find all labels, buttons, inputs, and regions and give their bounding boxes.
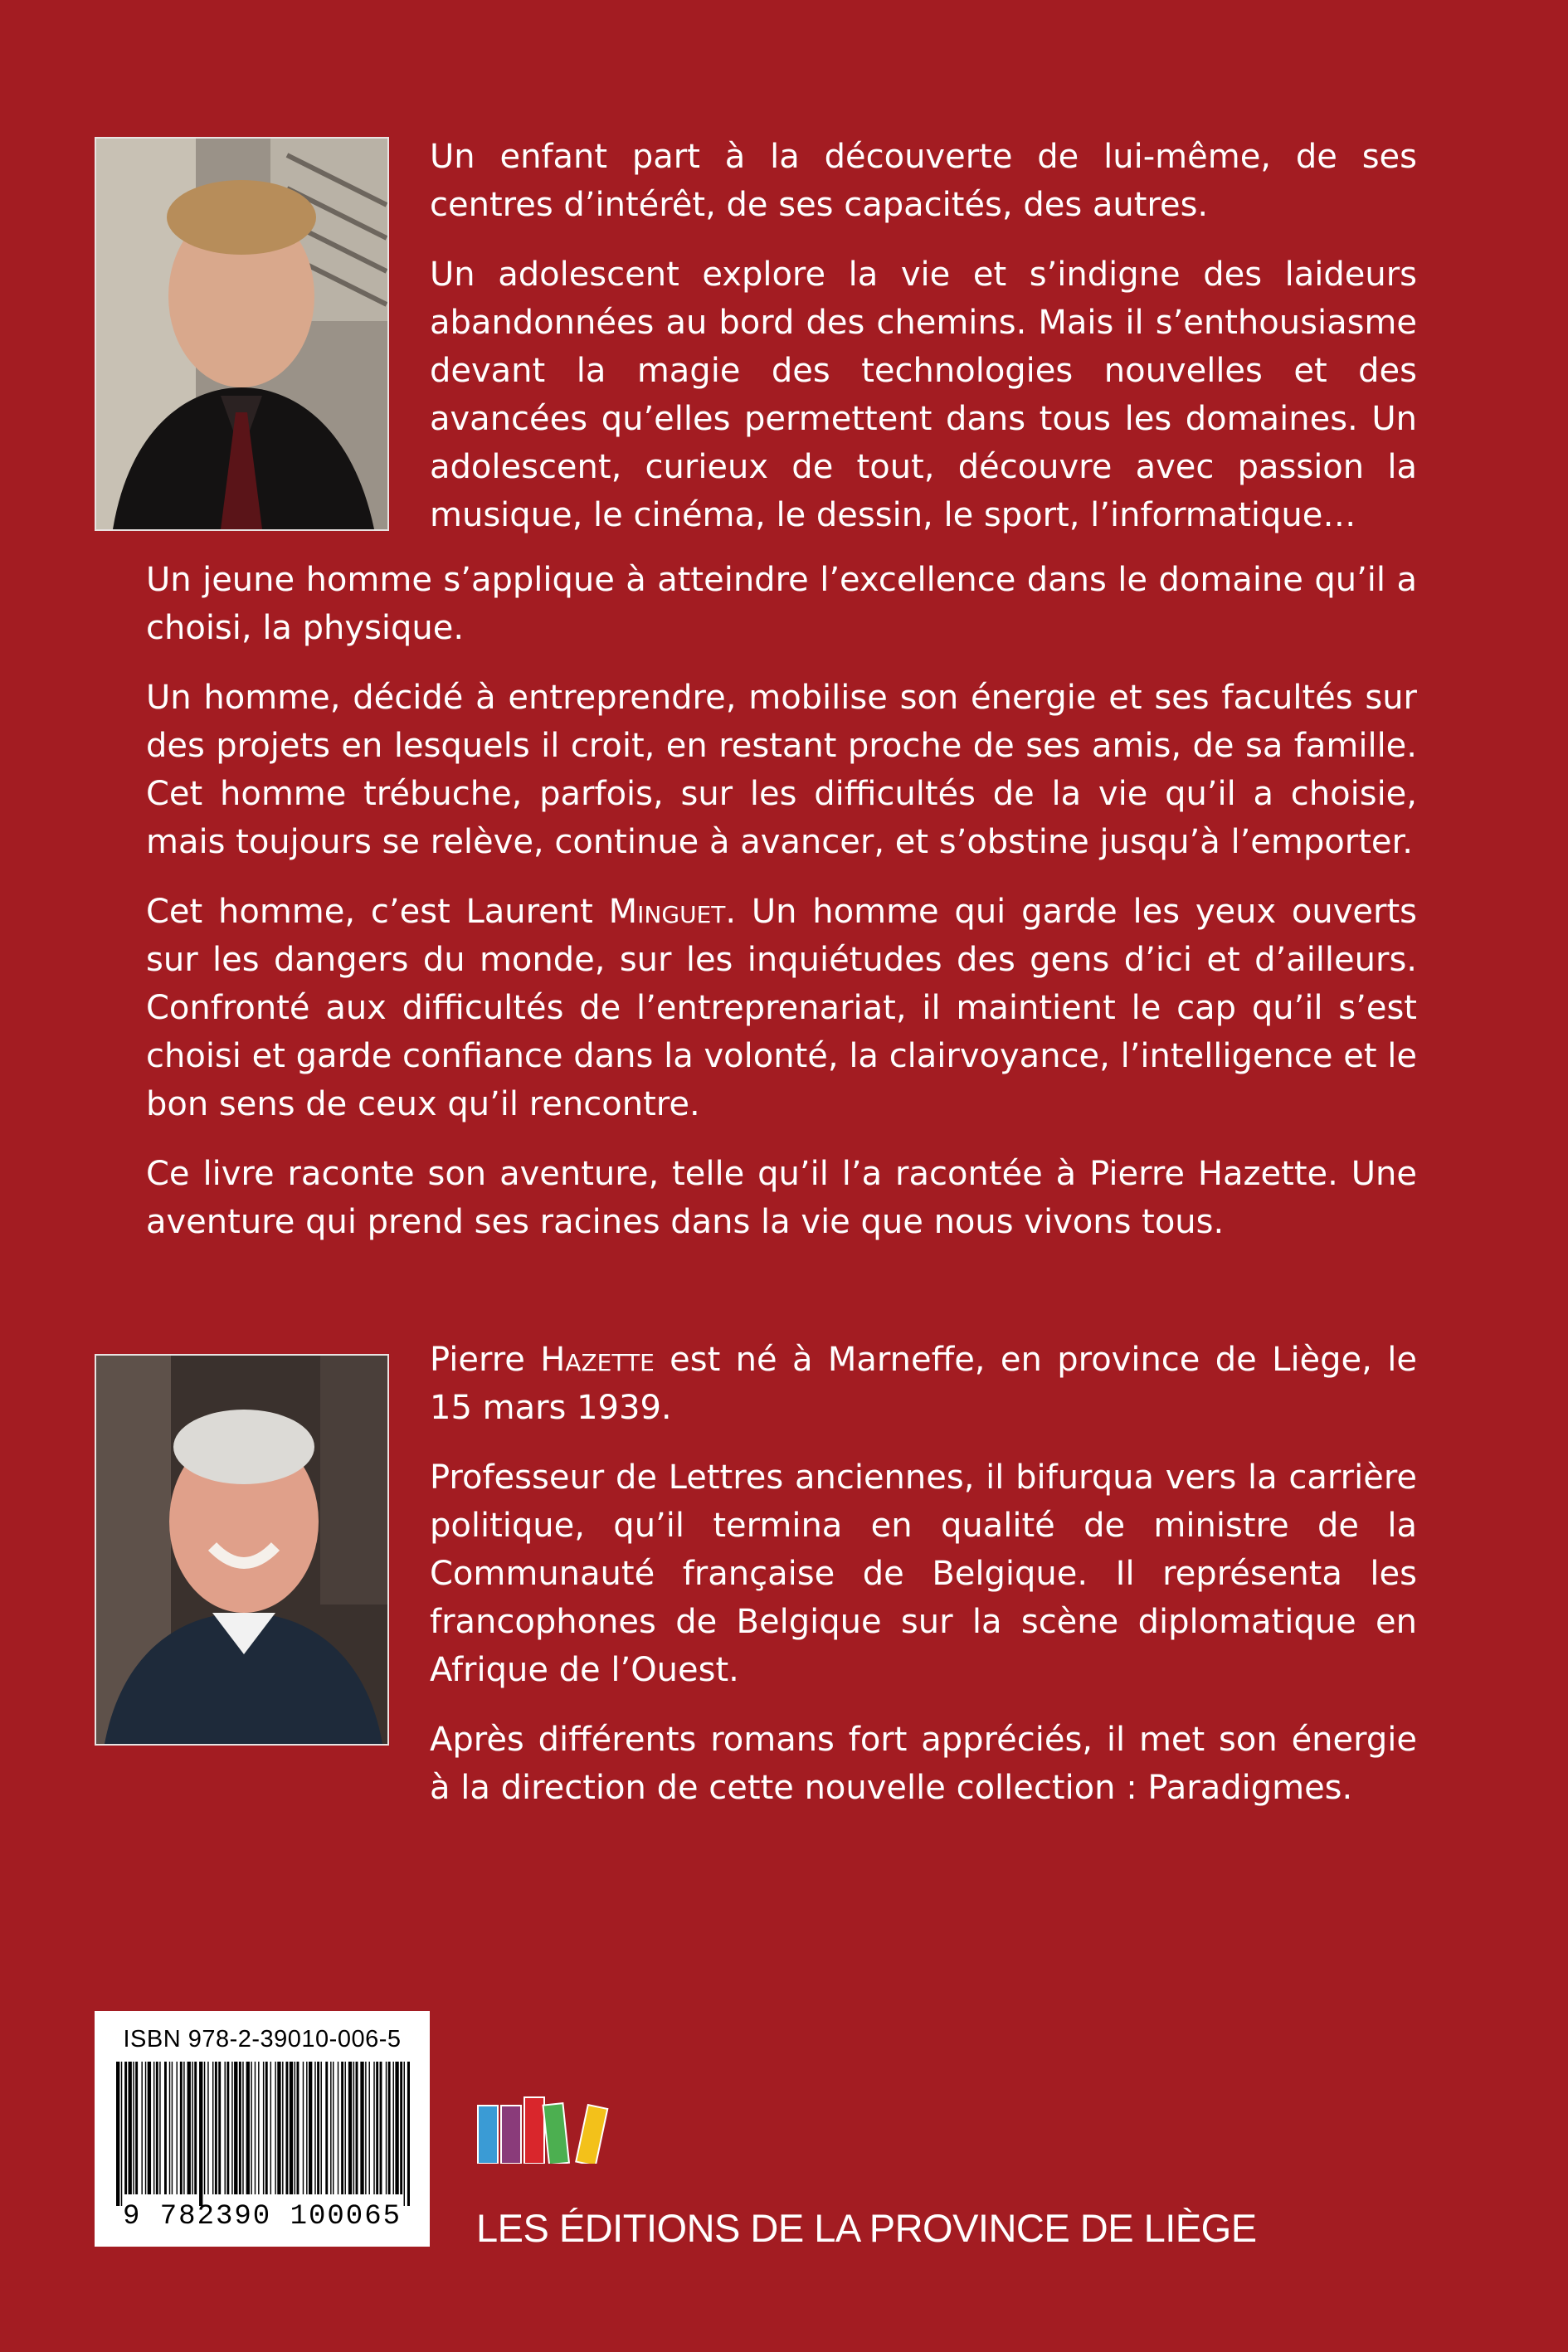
hazette-name: Hazette bbox=[540, 1341, 655, 1379]
publisher-name: LES ÉDITIONS DE LA PROVINCE DE LIÈGE bbox=[476, 2206, 1257, 2250]
paragraph-hazette-birth bbox=[430, 1336, 1417, 1432]
paragraph-closing: Ce livre raconte son aventure, telle qu’il l’a racontée à Pierre Hazette. Une aventure qui prend ses racines dans la vie que nous vivons tous. bbox=[146, 1155, 1417, 1241]
hazette-after: est né à Marneffe, en province de Liège, le 15 mars 1939. bbox=[430, 1341, 1417, 1427]
hazette-before: Pierre bbox=[430, 1341, 541, 1379]
isbn-label: ISBN 978-2-39010-006-5 bbox=[123, 2026, 402, 2053]
isbn-barcode bbox=[95, 2011, 430, 2247]
barcode-bars bbox=[114, 2062, 410, 2206]
author-intro-text bbox=[430, 133, 1417, 539]
minguet-after: . Un homme qui garde les yeux ouverts sur les dangers du monde, sur les inquiétudes des gens d’ici et d’ailleurs. Confronté aux difficultés de l’entreprenariat, il maintient le cap qu’il s’est choisi et garde confiance dans la volonté, la clairvoyance, l’intelligence et le bon sens de ceux qu’il rencontre. bbox=[146, 893, 1418, 1123]
paragraph-child: Un enfant part à la découverte de lui-même, de ses centres d’intérêt, de ses capacités, des autres. bbox=[430, 138, 1417, 224]
paragraph-minguet bbox=[146, 888, 1417, 1128]
minguet-name: Minguet bbox=[608, 893, 726, 931]
minguet-before: Cet homme, c’est Laurent bbox=[146, 893, 609, 931]
editor-photo bbox=[95, 1354, 389, 1746]
author-story-text bbox=[146, 556, 1417, 1246]
editor-bio-text bbox=[430, 1336, 1417, 1812]
barcode-digits: 9 782390 100065 bbox=[122, 2201, 402, 2233]
paragraph-young-man: Un jeune homme s’applique à atteindre l’excellence dans le domaine qu’il a choisi, la physique. bbox=[146, 561, 1417, 647]
author-photo bbox=[95, 137, 389, 531]
paragraph-hazette-career: Professeur de Lettres anciennes, il bifurqua vers la carrière politique, qu’il termina en qualité de ministre de la Communauté française de Belgique. Il représenta les francophones de Belgique sur la scène diplomatique en Afrique de l’Ouest. bbox=[430, 1458, 1417, 1689]
paragraph-adolescent: Un adolescent explore la vie et s’indigne des laideurs abandonnées au bord des chemins. Mais il s’enthousiasme devant la magie des technologies nouvelles et des avancées qu’elles permettent dans tous les domaines. Un adolescent, curieux de tout, découvre avec passion la musique, le cinéma, le dessin, le sport, l’informatique… bbox=[430, 256, 1417, 534]
paragraph-hazette-novels: Après différents romans fort appréciés, il met son énergie à la direction de cette nouvelle collection : Paradigmes. bbox=[430, 1721, 1417, 1807]
paragraph-man: Un homme, décidé à entreprendre, mobilise son énergie et ses facultés sur des projets en lesquels il croit, en restant proche de ses amis, de sa famille. Cet homme trébuche, parfois, sur les difficultés de la vie qu’il a choisie, mais toujours se relève, continue à avancer, et s’obstine jusqu’à l’emporter. bbox=[146, 679, 1417, 861]
publisher-books-logo-icon bbox=[476, 2081, 617, 2164]
